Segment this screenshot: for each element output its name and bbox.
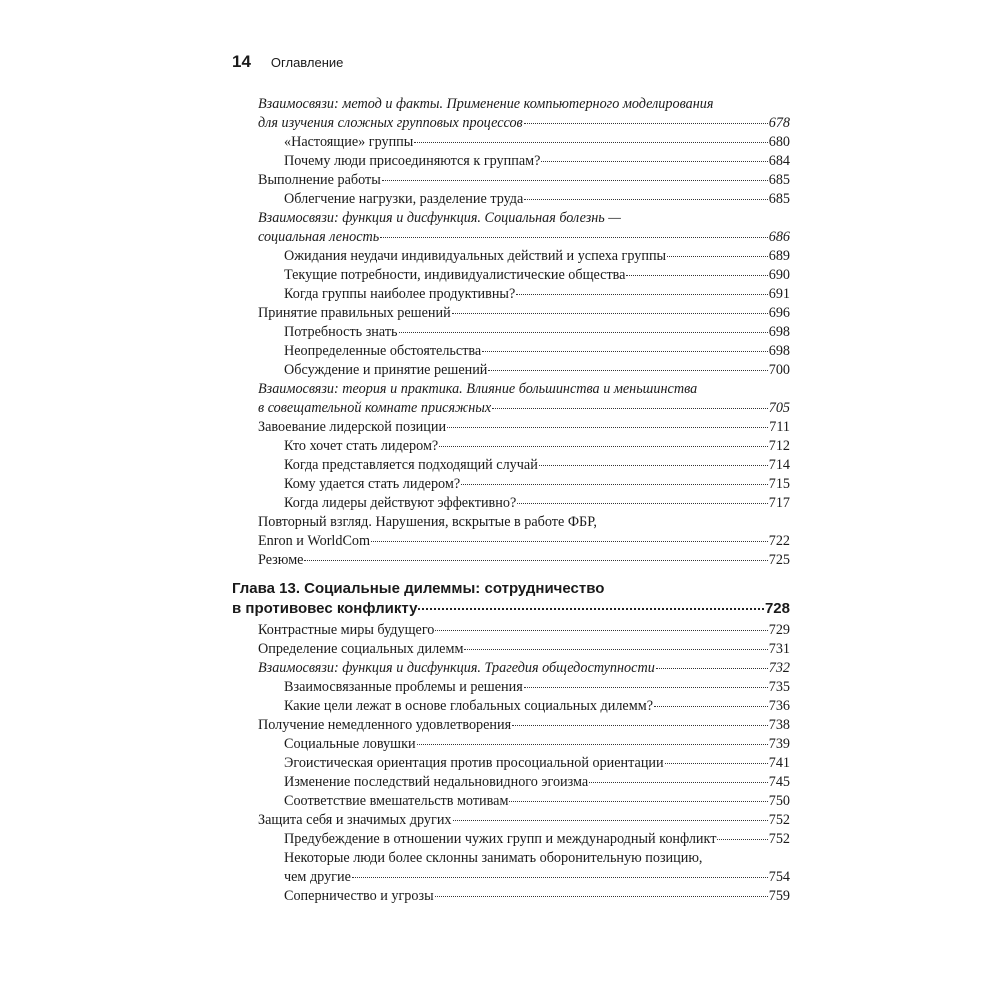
toc-entry-text: Взаимосвязанные проблемы и решения: [284, 679, 523, 695]
toc-page-number: 759: [768, 888, 790, 904]
toc-page-number: 745: [768, 774, 790, 790]
dot-leader: [539, 465, 768, 466]
toc-page-number: 685: [768, 172, 790, 188]
toc-page-number: 684: [768, 153, 790, 169]
toc-entry: [232, 811, 790, 830]
toc-page-number: 752: [768, 831, 790, 847]
dot-leader: [626, 275, 767, 276]
toc-page-number: 680: [768, 134, 790, 150]
dot-leader: [453, 820, 768, 821]
dot-leader: [656, 668, 768, 669]
dot-leader: [488, 370, 767, 371]
dot-leader: [482, 351, 768, 352]
toc-entry: [232, 171, 790, 190]
chapter-title-line: [232, 599, 790, 619]
toc-entry-text: Определение социальных дилемм: [258, 641, 464, 657]
dot-leader: [452, 313, 768, 314]
toc-entry-text: Почему люди присоединяются к группам?: [284, 153, 541, 169]
toc-page-number: 689: [768, 248, 790, 264]
dot-leader: [414, 142, 767, 143]
dot-leader: [517, 503, 767, 504]
toc-entry: [232, 304, 790, 323]
toc-entry-line: [284, 868, 790, 887]
toc-entry-text: Кто хочет стать лидером?: [284, 438, 439, 454]
toc-entry: [232, 659, 790, 678]
dot-leader: [399, 332, 768, 333]
toc-page-number: 690: [768, 267, 790, 283]
toc-entry-text: Когда группы наиболее продуктивны?: [284, 286, 516, 302]
toc-entry: [232, 380, 790, 418]
toc-entry-text: Предубеждение в отношении чужих групп и международный конфликт: [284, 831, 717, 847]
toc-entry: [232, 792, 790, 811]
toc-entry: [232, 830, 790, 849]
dot-leader: [589, 782, 767, 783]
toc-page-number: 739: [768, 736, 790, 752]
toc-page-number: 678: [768, 115, 790, 131]
dot-leader: [492, 408, 768, 409]
toc-entry: [232, 551, 790, 570]
toc-entry: [232, 678, 790, 697]
toc-entry: [232, 209, 790, 247]
toc-entry-text: Взаимосвязи: метод и факты. Применение компьютерного моделирования: [258, 96, 714, 112]
toc-entry-text: «Настоящие» группы: [284, 134, 414, 150]
toc-entry: [232, 640, 790, 659]
toc-page-number: 741: [768, 755, 790, 771]
toc-entry: [232, 456, 790, 475]
toc-entry-line: [258, 228, 790, 247]
toc-entry-text: Соперничество и угрозы: [284, 888, 434, 904]
toc-entry-text: Некоторые люди более склонны занимать оборонительную позицию,: [284, 850, 703, 866]
toc-page-number: 736: [768, 698, 790, 714]
toc-entry: [232, 342, 790, 361]
dot-leader: [464, 649, 767, 650]
toc-page-number: 735: [768, 679, 790, 695]
toc-entry-line: [258, 114, 790, 133]
dot-leader: [439, 446, 767, 447]
toc-entry-text: Взаимосвязи: теория и практика. Влияние большинства и меньшинства: [258, 381, 698, 397]
toc-entry-text: чем другие: [284, 869, 351, 885]
toc-page-number: 700: [768, 362, 790, 378]
toc-page-number: 722: [768, 533, 790, 549]
toc-entry-text: Выполнение работы: [258, 172, 381, 188]
toc-entry: [232, 494, 790, 513]
page-header: [232, 52, 343, 72]
toc-entry-text: Социальные ловушки: [284, 736, 416, 752]
toc-entry: [232, 716, 790, 735]
dot-leader: [524, 687, 768, 688]
toc-entry: [232, 437, 790, 456]
toc-entry-text: Взаимосвязи: функция и дисфункция. Трагедия общедоступности: [258, 660, 655, 676]
toc-page-number: 691: [768, 286, 790, 302]
dot-leader: [717, 839, 767, 840]
toc-entry-line: [258, 399, 790, 418]
toc-page-number: 712: [768, 438, 790, 454]
toc-page-number: 752: [768, 812, 790, 828]
toc-entry: [232, 361, 790, 380]
toc-entry: [232, 475, 790, 494]
toc-entry-text: Какие цели лежат в основе глобальных социальных дилемм?: [284, 698, 653, 714]
toc-entry: [232, 735, 790, 754]
toc-page-number: 685: [768, 191, 790, 207]
toc-entry: [232, 323, 790, 342]
toc-entry: [232, 95, 790, 133]
toc-entry-text: для изучения сложных групповых процессов: [258, 115, 523, 131]
toc-entry-text: Соответствие вмешательств мотивам: [284, 793, 509, 809]
toc-entry-text: Неопределенные обстоятельства: [284, 343, 482, 359]
toc-page-number: 696: [768, 305, 790, 321]
toc-entry: [232, 621, 790, 640]
toc-page-number: 738: [768, 717, 790, 733]
dot-leader: [509, 801, 767, 802]
toc-entry: [232, 285, 790, 304]
toc-entry: [232, 849, 790, 887]
toc-entry-text: Взаимосвязи: функция и дисфункция. Социальная болезнь —: [258, 210, 621, 226]
chapter-heading: [232, 579, 790, 619]
toc-page-number: 715: [768, 476, 790, 492]
dot-leader: [435, 630, 767, 631]
toc-entry-text: Обсуждение и принятие решений: [284, 362, 488, 378]
toc-entry-text: Получение немедленного удовлетворения: [258, 717, 512, 733]
toc-entry: [232, 513, 790, 551]
toc-page-number: 714: [768, 457, 790, 473]
dot-leader: [512, 725, 768, 726]
toc-entry-text: Кому удается стать лидером?: [284, 476, 461, 492]
toc-page-number: 750: [768, 793, 790, 809]
toc-entry: [232, 887, 790, 906]
toc-page-number: 698: [768, 343, 790, 359]
dot-leader: [371, 541, 768, 542]
dot-leader: [304, 560, 767, 561]
dot-leader: [665, 763, 768, 764]
toc-entry-text: Когда лидеры действуют эффективно?: [284, 495, 517, 511]
toc-entry-text: Ожидания неудачи индивидуальных действий и успеха группы: [284, 248, 667, 264]
toc-page-number: 754: [768, 869, 790, 885]
toc-entry-text: Принятие правильных решений: [258, 305, 451, 321]
toc-page-number: 686: [768, 229, 790, 245]
toc-entry-text: в совещательной комнате присяжных: [258, 400, 492, 416]
dot-leader: [418, 608, 764, 610]
dot-leader: [524, 123, 768, 124]
toc-entry-text: Завоевание лидерской позиции: [258, 419, 447, 435]
toc-entry-text: Контрастные миры будущего: [258, 622, 435, 638]
dot-leader: [380, 237, 768, 238]
toc-page-number: 705: [768, 400, 790, 416]
dot-leader: [447, 427, 768, 428]
toc-entry: [232, 266, 790, 285]
page-number: 14: [232, 52, 251, 71]
toc-entry: [232, 133, 790, 152]
toc-entry-text: Повторный взгляд. Нарушения, вскрытые в работе ФБР,: [258, 514, 597, 530]
chapter-title: Глава 13. Социальные дилеммы: сотрудничество: [232, 580, 605, 597]
dot-leader: [654, 706, 768, 707]
toc-page-number: 717: [768, 495, 790, 511]
toc-page-number: 711: [769, 419, 790, 435]
toc-entry-text: Когда представляется подходящий случай: [284, 457, 538, 473]
toc-entry-line: [258, 532, 790, 551]
dot-leader: [524, 199, 767, 200]
toc-entry-text: Изменение последствий недальновидного эгоизма: [284, 774, 589, 790]
toc-entry-text: Облегчение нагрузки, разделение труда: [284, 191, 524, 207]
dot-leader: [352, 877, 768, 878]
toc-entry: [232, 697, 790, 716]
chapter-page-number: 728: [764, 600, 790, 617]
toc-entry: [232, 773, 790, 792]
dot-leader: [541, 161, 767, 162]
toc-entry-text: Потребность знать: [284, 324, 398, 340]
toc-entry-text: Enron и WorldCom: [258, 533, 371, 549]
dot-leader: [461, 484, 768, 485]
dot-leader: [435, 896, 768, 897]
dot-leader: [667, 256, 768, 257]
toc-entry: [232, 418, 790, 437]
toc-page-number: 732: [768, 660, 790, 676]
toc-entry: [232, 152, 790, 171]
dot-leader: [382, 180, 768, 181]
toc-page-number: 725: [768, 552, 790, 568]
toc-entry: [232, 247, 790, 266]
dot-leader: [417, 744, 768, 745]
toc-page-number: 731: [768, 641, 790, 657]
table-of-contents: [232, 95, 790, 906]
toc-entry: [232, 754, 790, 773]
running-title: Оглавление: [270, 55, 344, 70]
dot-leader: [516, 294, 767, 295]
chapter-title: в противовес конфликту: [232, 600, 418, 617]
toc-entry-text: Эгоистическая ориентация против просоциальной ориентации: [284, 755, 664, 771]
toc-entry: [232, 190, 790, 209]
toc-page-number: 698: [768, 324, 790, 340]
toc-entry-text: социальная леность: [258, 229, 380, 245]
toc-page-number: 729: [768, 622, 790, 638]
toc-entry-text: Резюме: [258, 552, 304, 568]
toc-entry-text: Защита себя и значимых других: [258, 812, 452, 828]
toc-entry-text: Текущие потребности, индивидуалистические общества: [284, 267, 626, 283]
